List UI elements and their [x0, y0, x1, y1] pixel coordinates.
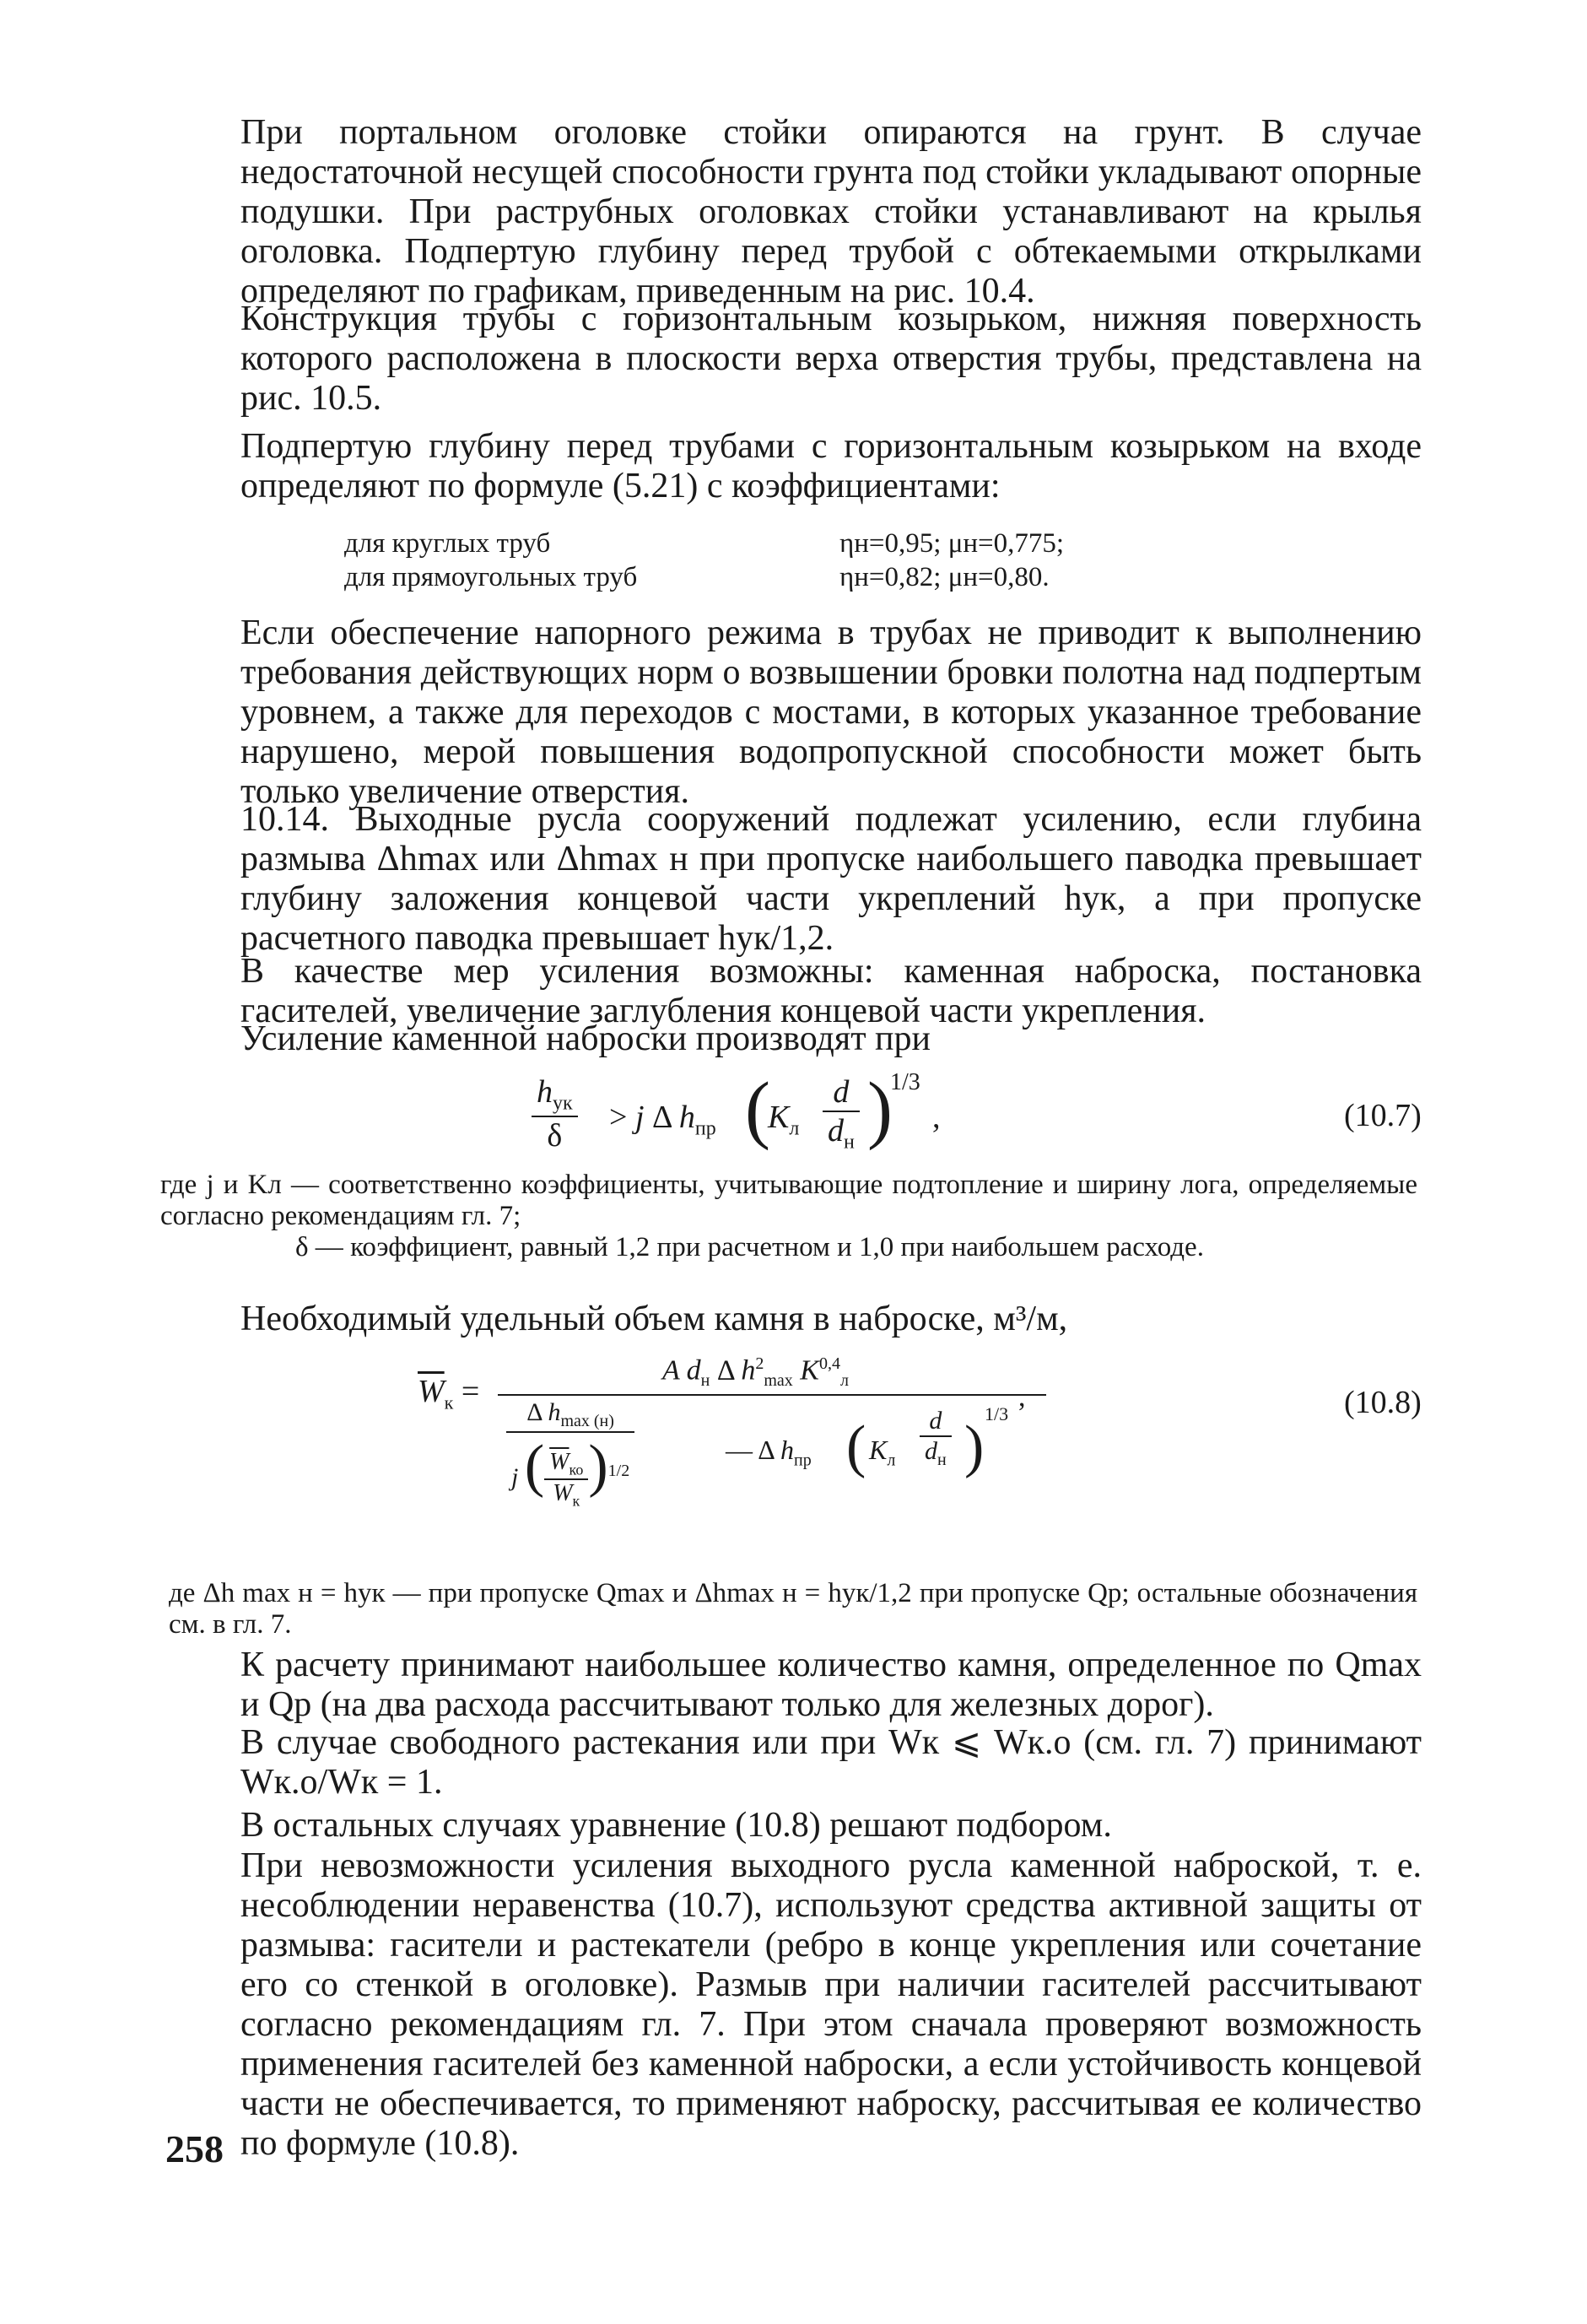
- def-jkl-term: где j и Kл —: [160, 1170, 320, 1200]
- def-delta-term: δ —: [295, 1232, 343, 1262]
- note-delta-h: де Δh max н = hук — при пропуске Qmax и Δhmax н = hук/1,2 при пропуске Qр; остальные обозначения см. в гл. 7.: [169, 1578, 1417, 1640]
- paragraph-12: При невозможности усиления выходного русла каменной наброской, т. е. несоблюдении неравенства (10.7), используют средства активной защиты от размыва: гасители и растекатели (ребро в конце укрепления или сочетание его со стенкой в оголовке). Размыв при наличии гасителей рассчитывают согласно рекомендациям гл. 7. При этом сначала проверяют возможность применения гасителей без каменной наброски, а если устойчивость концевой части не обеспечивается, то применяют наброску, рассчитывая ее количество по формуле (10.8).: [240, 1846, 1422, 2163]
- paragraph-11: В остальных случаях уравнение (10.8) решают подбором.: [240, 1806, 1112, 1845]
- paragraph-6: В качестве мер усиления возможны: каменная наброска, постановка гасителей, увеличение заглубления концевой части укрепления.: [240, 952, 1422, 1030]
- paragraph-8: Необходимый удельный объем камня в наброске, м³/м,: [240, 1300, 1068, 1338]
- equation-number-10-8: (10.8): [1344, 1385, 1422, 1420]
- paragraph-9: К расчету принимают наибольшее количество камня, определенное по Qmax и Qр (на два расхода рассчитывают только для железных дорог).: [240, 1646, 1422, 1724]
- equation-number-10-7: (10.7): [1344, 1098, 1422, 1133]
- paragraph-3: Подпертую глубину перед трубами с горизонтальным козырьком на входе определяют по формуле (5.21) с коэффициентами:: [240, 427, 1422, 505]
- eq8-main-fraction-bar: [498, 1394, 1046, 1396]
- def-delta-text: коэффициент, равный 1,2 при расчетном и 1,0 при наибольшем расходе.: [350, 1232, 1204, 1262]
- paragraph-2: Конструкция трубы с горизонтальным козырьком, нижняя поверхность которого расположена в плоскости верха отверстия трубы, представлена на рис. 10.5.: [240, 300, 1422, 418]
- definition-j-kl: [160, 1170, 1417, 1232]
- paragraph-10: В случае свободного растекания или при Wк ⩽ Wк.о (см. гл. 7) принимают Wк.о/Wк = 1.: [240, 1723, 1422, 1802]
- eq7-lhs-fraction: $h_{ук}$ δ: [532, 1073, 578, 1154]
- def-jkl-text: соответственно коэффициенты, учитывающие подтопление и ширину лога, определяемые согласно рекомендациям гл. 7;: [160, 1170, 1417, 1231]
- page-number: 258: [165, 2127, 224, 2170]
- coeff-row-round-values: ηн=0,95; μн=0,775;: [839, 528, 1065, 559]
- coeff-row-rect-label: для прямоугольных труб: [344, 562, 638, 592]
- equation-10-8: $\overline{W}_к$ = A $d_н$ Δ $h^2_{max}$ K$^{0,4}_л$ Δ $h_{max (н)}$ j ( $\frac{\overline{W}_{ко}}{\overline{W}_к}$ )$^{1/2}$ — Δ $h_{пр}$ ( $K_л$ d $d_н$ ) 1/3 ,: [418, 1354, 1228, 1557]
- eq8-numerator: A $d_н$ Δ $h^2_{max}$ K$^{0,4}_л$: [662, 1354, 849, 1391]
- definition-delta: [295, 1232, 1417, 1263]
- equation-10-7: $h_{ук}$ δ > j Δ $h_{пр}$ ( $K_л$ d $d_н$ ) 1/3 ,: [532, 1065, 1223, 1166]
- paragraph-4: Если обеспечение напорного режима в трубах не приводит к выполнению требования действующих норм о возвышении бровки полотна над подпертым уровнем, а также для переходов с мостами, в которых указанное требование нарушено, мерой повышения водопропускной способности может быть только увеличение отверстия.: [240, 613, 1422, 811]
- paragraph-1: При портальном оголовке стойки опираются на грунт. В случае недостаточной несущей способности грунта под стойки укладывают опорные подушки. При раструбных оголовках стойки устанавливают на крылья оголовка. Подпертую глубину перед трубой с обтекаемыми открылками определяют по графикам, приведенным на рис. 10.4.: [240, 113, 1422, 311]
- coeff-row-round-label: для круглых труб: [344, 528, 551, 559]
- paragraph-5: 10.14. Выходные русла сооружений подлежат усилению, если глубина размыва Δhmax или Δhmax н при пропуске наибольшего паводка превышает глубину заложения концевой части укреплений hук, а при пропуске расчетного паводка превышает hук/1,2.: [240, 800, 1422, 958]
- coeff-row-rect-values: ηн=0,82; μн=0,80.: [839, 562, 1050, 592]
- paragraph-7: Усиление каменной наброски производят при: [240, 1019, 931, 1058]
